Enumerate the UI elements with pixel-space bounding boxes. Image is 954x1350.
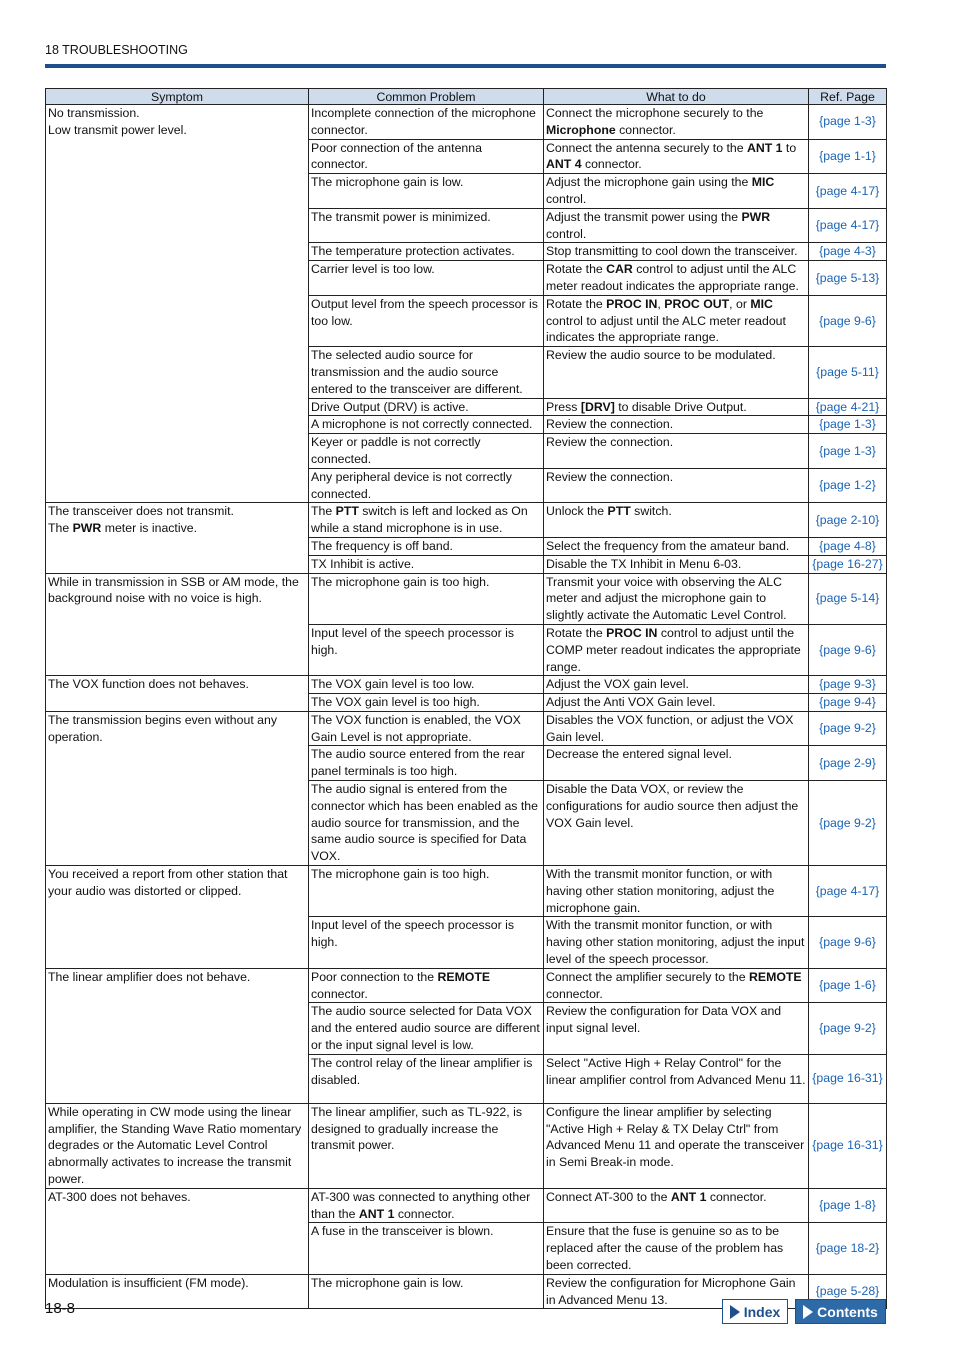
table-row (46, 1188, 887, 1223)
action-cell: Connect the amplifier securely to the REMOTE connector. (544, 968, 809, 1003)
action-cell: Rotate the CAR control to adjust until the ALC meter readout indicates the appropriate range. (544, 261, 809, 296)
action-cell: Connect AT-300 to the ANT 1 connector. (544, 1188, 809, 1223)
action-cell: Stop transmitting to cool down the transceiver. (544, 243, 809, 261)
problem-cell: Input level of the speech processor is high. (309, 624, 544, 675)
table-row (46, 1103, 887, 1188)
ref-page-link[interactable]: {page 9-6} (819, 935, 876, 950)
ref-page-link[interactable]: {page 9-2} (819, 815, 876, 830)
problem-cell: The transmit power is minimized. (309, 208, 544, 243)
troubleshooting-table (45, 88, 887, 1309)
ref-page-cell (809, 746, 887, 781)
symptom-cell: The transmission begins even without any operation. (46, 711, 309, 865)
ref-page-link[interactable]: {page 1-6} (819, 978, 876, 993)
problem-cell: Output level from the speech processor is too low. (309, 295, 544, 346)
ref-page-link[interactable]: {page 4-21} (815, 399, 880, 414)
ref-page-link[interactable]: {page 5-13} (815, 270, 880, 285)
problem-cell: AT-300 was connected to anything other than the ANT 1 connector. (309, 1188, 544, 1223)
action-cell: Select "Active High + Relay Control" for the linear amplifier control from Advanced Menu 11. (544, 1054, 809, 1103)
symptom-cell: Modulation is insufficient (FM mode). (46, 1274, 309, 1309)
problem-cell: A fuse in the transceiver is blown. (309, 1223, 544, 1274)
ref-page-cell (809, 503, 887, 538)
ref-page-cell (809, 416, 887, 434)
problem-cell: A microphone is not correctly connected. (309, 416, 544, 434)
ref-page-link[interactable]: {page 1-2} (819, 478, 876, 493)
action-cell: Adjust the Anti VOX Gain level. (544, 694, 809, 712)
ref-page-link[interactable]: {page 2-9} (819, 755, 876, 770)
problem-cell: The VOX gain level is too high. (309, 694, 544, 712)
problem-cell: The frequency is off band. (309, 537, 544, 555)
ref-page-cell (809, 174, 887, 209)
problem-cell: Poor connection of the antenna connector. (309, 139, 544, 174)
symptom-cell: You received a report from other station that your audio was distorted or clipped. (46, 866, 309, 969)
problem-cell: The microphone gain is too high. (309, 866, 544, 917)
ref-page-link[interactable]: {page 4-17} (815, 883, 880, 898)
table-row (46, 573, 887, 624)
action-cell: Review the connection. (544, 468, 809, 503)
problem-cell: Any peripheral device is not correctly connected. (309, 468, 544, 503)
problem-cell: The temperature protection activates. (309, 243, 544, 261)
action-cell: Connect the antenna securely to the ANT 1 to ANT 4 connector. (544, 139, 809, 174)
table-body (46, 105, 887, 1309)
problem-cell: The VOX gain level is too low. (309, 676, 544, 694)
ref-page-link[interactable]: {page 1-3} (819, 114, 876, 129)
ref-page-link[interactable]: {page 5-14} (815, 591, 880, 606)
ref-page-link[interactable]: {page 16-31} (812, 1071, 883, 1086)
ref-page-cell (809, 434, 887, 469)
symptom-cell: The transceiver does not transmit. The PWR meter is inactive. (46, 503, 309, 573)
table-row (46, 503, 887, 538)
ref-page-link[interactable]: {page 16-31} (812, 1138, 883, 1153)
action-cell: Press [DRV] to disable Drive Output. (544, 398, 809, 416)
ref-page-cell (809, 243, 887, 261)
problem-cell: The audio signal is entered from the connector which has been enabled as the audio source for transmission, and the same audio source is specified for Data VOX. (309, 781, 544, 866)
ref-page-link[interactable]: {page 2-10} (815, 512, 880, 527)
contents-button-label: Contents (817, 1303, 878, 1320)
ref-page-cell (809, 624, 887, 675)
ref-page-cell (809, 261, 887, 296)
action-cell: Review the connection. (544, 434, 809, 469)
problem-cell: Incomplete connection of the microphone connector. (309, 105, 544, 140)
column-header: What to do (544, 89, 809, 105)
play-arrow-icon (803, 1305, 813, 1319)
action-cell: Disable the Data VOX, or review the configurations for audio source then adjust the VOX Gain level. (544, 781, 809, 866)
ref-page-cell (809, 694, 887, 712)
ref-page-link[interactable]: {page 1-8} (819, 1198, 876, 1213)
symptom-cell: While in transmission in SSB or AM mode, the background noise with no voice is high. (46, 573, 309, 676)
column-header: Ref. Page (809, 89, 887, 105)
ref-page-cell (809, 468, 887, 503)
ref-page-cell (809, 917, 887, 968)
ref-page-cell (809, 968, 887, 1003)
action-cell: Adjust the microphone gain using the MIC control. (544, 174, 809, 209)
problem-cell: The VOX function is enabled, the VOX Gain Level is not appropriate. (309, 711, 544, 746)
ref-page-cell (809, 1003, 887, 1054)
problem-cell: The audio source entered from the rear panel terminals is too high. (309, 746, 544, 781)
ref-page-link[interactable]: {page 4-17} (815, 183, 880, 198)
ref-page-cell (809, 1223, 887, 1274)
problem-cell: The linear amplifier, such as TL-922, is designed to gradually increase the transmit power. (309, 1103, 544, 1188)
ref-page-link[interactable]: {page 16-27} (812, 556, 883, 571)
page-number: 18-8 (45, 1300, 76, 1317)
ref-page-link[interactable]: {page 1-3} (819, 443, 876, 458)
problem-cell: The control relay of the linear amplifier is disabled. (309, 1054, 544, 1103)
ref-page-link[interactable]: {page 9-2} (819, 721, 876, 736)
problem-cell: The audio source selected for Data VOX and the entered audio source are different or the input signal level is low. (309, 1003, 544, 1054)
table-row (46, 711, 887, 746)
column-header: Common Problem (309, 89, 544, 105)
ref-page-cell (809, 676, 887, 694)
action-cell: Review the configuration for Microphone Gain in Advanced Menu 13. (544, 1274, 809, 1309)
ref-page-cell (809, 866, 887, 917)
action-cell: With the transmit monitor function, or with having other station monitoring, adjust the microphone gain. (544, 866, 809, 917)
symptom-cell: The VOX function does not behaves. (46, 676, 309, 712)
ref-page-link[interactable]: {page 5-28} (815, 1284, 880, 1299)
problem-cell: Drive Output (DRV) is active. (309, 398, 544, 416)
ref-page-cell (809, 1188, 887, 1223)
column-header: Symptom (46, 89, 309, 105)
ref-page-cell (809, 711, 887, 746)
action-cell: Select the frequency from the amateur band. (544, 537, 809, 555)
ref-page-cell (809, 555, 887, 573)
symptom-cell: AT-300 does not behaves. (46, 1188, 309, 1274)
problem-cell: The selected audio source for transmission and the audio source entered to the transceiver are different. (309, 347, 544, 398)
header-rule (45, 64, 886, 68)
action-cell: Disables the VOX function, or adjust the VOX Gain level. (544, 711, 809, 746)
ref-page-link[interactable]: {page 9-2} (819, 1021, 876, 1036)
ref-page-link[interactable]: {page 4-8} (819, 538, 876, 553)
action-cell: Ensure that the fuse is genuine so as to be replaced after the cause of the problem has been corrected. (544, 1223, 809, 1274)
ref-page-link[interactable]: {page 9-6} (819, 642, 876, 657)
index-button-label: Index (743, 1303, 781, 1320)
action-cell: Disable the TX Inhibit in Menu 6-03. (544, 555, 809, 573)
ref-page-link[interactable]: {page 9-4} (819, 695, 876, 710)
problem-cell: The microphone gain is low. (309, 174, 544, 209)
action-cell: Review the configuration for Data VOX and input signal level. (544, 1003, 809, 1054)
action-cell: Connect the microphone securely to the Microphone connector. (544, 105, 809, 140)
table-header-row (46, 89, 887, 105)
ref-page-link[interactable]: {page 1-1} (819, 148, 876, 163)
ref-page-link[interactable]: {page 4-3} (819, 244, 876, 259)
ref-page-cell (809, 573, 887, 624)
ref-page-cell (809, 537, 887, 555)
ref-page-cell (809, 105, 887, 140)
ref-page-cell (809, 208, 887, 243)
ref-page-link[interactable]: {page 5-11} (816, 364, 879, 379)
problem-cell: Input level of the speech processor is high. (309, 917, 544, 968)
running-header: 18 TROUBLESHOOTING (45, 43, 188, 57)
ref-page-link[interactable]: {page 1-3} (819, 417, 876, 432)
ref-page-link[interactable]: {page 9-3} (819, 677, 876, 692)
action-cell: With the transmit monitor function, or with having other station monitoring, adjust the input level of the speech processor. (544, 917, 809, 968)
action-cell: Review the connection. (544, 416, 809, 434)
action-cell: Adjust the VOX gain level. (544, 676, 809, 694)
action-cell: Decrease the entered signal level. (544, 746, 809, 781)
problem-cell: The PTT switch is left and locked as On while a stand microphone is in use. (309, 503, 544, 538)
ref-page-link[interactable]: {page 4-17} (815, 218, 880, 233)
ref-page-cell (809, 1103, 887, 1188)
problem-cell: Keyer or paddle is not correctly connected. (309, 434, 544, 469)
action-cell: Adjust the transmit power using the PWR control. (544, 208, 809, 243)
ref-page-cell (809, 347, 887, 398)
ref-page-cell (809, 781, 887, 866)
problem-cell: The microphone gain is too high. (309, 573, 544, 624)
contents-button[interactable] (795, 1299, 886, 1324)
ref-page-link[interactable]: {page 9-6} (819, 313, 876, 328)
action-cell: Rotate the PROC IN control to adjust until the COMP meter readout indicates the appropriate range. (544, 624, 809, 675)
problem-cell: TX Inhibit is active. (309, 555, 544, 573)
ref-page-cell (809, 139, 887, 174)
problem-cell: The microphone gain is low. (309, 1274, 544, 1309)
problem-cell: Carrier level is too low. (309, 261, 544, 296)
play-arrow-icon (730, 1305, 740, 1319)
action-cell: Rotate the PROC IN, PROC OUT, or MIC control to adjust until the ALC meter readout indicates the appropriate range. (544, 295, 809, 346)
action-cell: Review the audio source to be modulated. (544, 347, 809, 398)
symptom-cell: While operating in CW mode using the linear amplifier, the Standing Wave Ratio momentary degrades or the Automatic Level Control abnormally activates to increase the transmit power. (46, 1103, 309, 1188)
action-cell: Configure the linear amplifier by selecting "Active High + Relay & TX Delay Ctrl" from Advanced Menu 11 and operate the transceiver in Semi Break-in mode. (544, 1103, 809, 1188)
table-row (46, 968, 887, 1003)
ref-page-cell (809, 398, 887, 416)
ref-page-cell (809, 1054, 887, 1103)
ref-page-cell (809, 295, 887, 346)
table-row (46, 105, 887, 140)
table-row (46, 676, 887, 694)
problem-cell: Poor connection to the REMOTE connector. (309, 968, 544, 1003)
action-cell: Transmit your voice with observing the ALC meter and adjust the microphone gain to slightly activate the Automatic Level Control. (544, 573, 809, 624)
action-cell: Unlock the PTT switch. (544, 503, 809, 538)
symptom-cell: The linear amplifier does not behave. (46, 968, 309, 1103)
table-row (46, 866, 887, 917)
symptom-cell: No transmission. Low transmit power level. (46, 105, 309, 503)
ref-page-link[interactable]: {page 18-2} (815, 1241, 880, 1256)
index-button[interactable] (722, 1299, 788, 1324)
